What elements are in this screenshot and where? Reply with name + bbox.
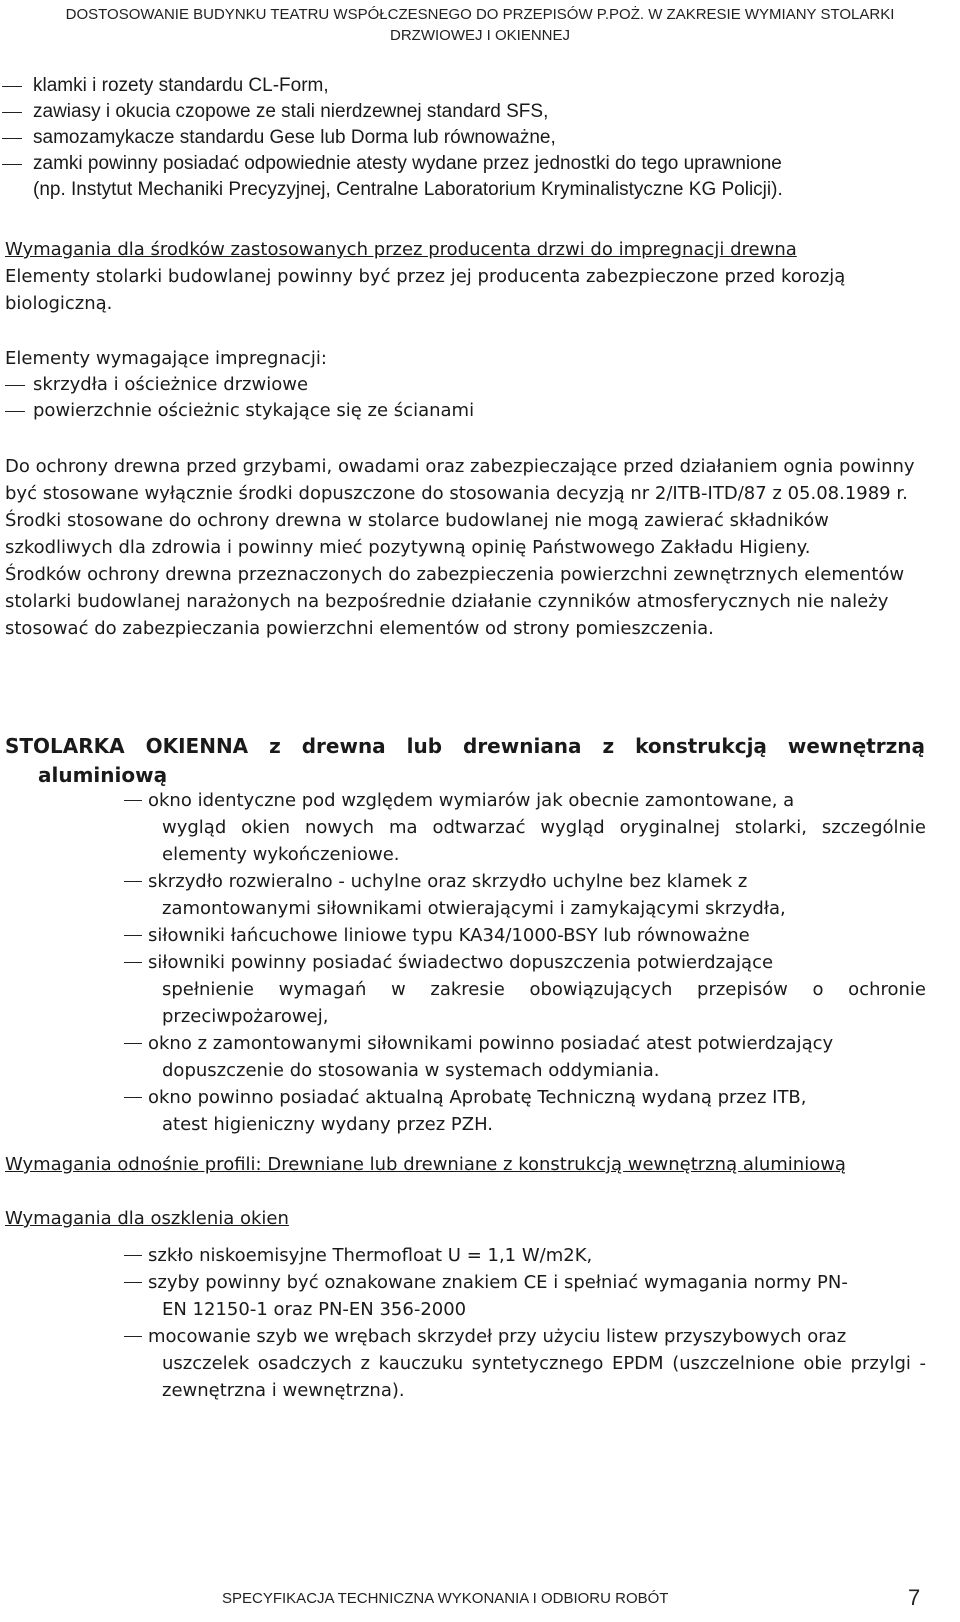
protection-paragraph-3: Środków ochrony drewna przeznaczonych do zabezpieczenia powierzchni zewnętrznych elementów stolarki budowlanej narażonych na bezpośrednie działanie czynników atmosferycznych nie należy stosować do zabezpieczania powierzchni elementów od strony pomieszczenia. (5, 564, 905, 639)
header-line-1: DOSTOSOWANIE BUDYNKU TEATRU WSPÓŁCZESNEGO DO PRZEPISÓW P.POŻ. W ZAKRESIE WYMIANY STOLARKI (65, 6, 895, 23)
item-first-line: okno z zamontowanymi siłownikami powinno posiadać atest potwierdzający (148, 1033, 834, 1054)
list-item (124, 1242, 926, 1269)
item-continuation: wygląd okien nowych ma odtwarzać wygląd oryginalnej stolarki, szczególnie elementy wykończeniowe. (162, 817, 926, 865)
page-footer: SPECYFIKACJA TECHNICZNA WYKONANIA I ODBIORU ROBÓT (222, 1590, 669, 1607)
item-continuation: atest higieniczny wydany przez PZH. (162, 1114, 494, 1135)
window-section-title: STOLARKA OKIENNA z drewna lub drewniana z konstrukcją wewnętrzną (5, 734, 925, 758)
protection-paragraph-1: Do ochrony drewna przed grzybami, owadami oraz zabezpieczające przed działaniem ognia powinny być stosowane wyłącznie środki dopuszczone do stosowania decyzją nr 2/ITB-ITD/87 z 05.08.1989 r. (5, 456, 915, 504)
window-section-title-cont: aluminiową (38, 763, 168, 787)
impregnation-section (5, 236, 930, 317)
list-item (124, 787, 926, 868)
impregnation-body: Elementy stolarki budowlanej powinny być przez jej producenta zabezpieczone przed korozją biologiczną. (5, 266, 846, 314)
list-item: powierzchnie ościeżnic stykające się ze ścianami (5, 398, 474, 424)
header-line-2: DRZWIOWEJ I OKIENNEJ (390, 27, 570, 44)
list-item-continuation: (np. Instytut Mechaniki Precyzyjnej, Centralne Laboratorium Kryminalistyczne KG Policji). (33, 179, 783, 200)
protection-paragraph-2: Środki stosowane do ochrony drewna w stolarce budowlanej nie mogą zawierać składników szkodliwych dla zdrowia i powinny mieć pozytywną opinię Państwowego Zakładu Higieny. (5, 510, 829, 558)
profiles-requirements: Wymagania odnośnie profili: Drewniane lub drewniane z konstrukcją wewnętrzną aluminiową (5, 1154, 846, 1175)
list-item (124, 1269, 926, 1323)
elements-list (5, 372, 474, 424)
list-item (124, 1030, 926, 1084)
item-first-line: siłowniki łańcuchowe liniowe typu KA34/1000-BSY lub równoważne (148, 925, 750, 946)
item-continuation: uszczelek osadczych z kauczuku syntetycznego EPDM (uszczelnione obie przylgi - zewnętrzna i wewnętrzna). (162, 1353, 926, 1401)
item-continuation: dopuszczenie do stosowania w systemach oddymiania. (162, 1060, 660, 1081)
protection-section (5, 453, 930, 642)
list-item (124, 868, 926, 922)
item-first-line: siłowniki powinny posiadać świadectwo dopuszczenia potwierdzające (148, 952, 774, 973)
item-first-line: mocowanie szyb we wrębach skrzydeł przy użyciu listew przyszybowych oraz (148, 1326, 847, 1347)
glazing-list (124, 1242, 926, 1404)
page-header (0, 4, 960, 46)
item-first-line: szkło niskoemisyjne Thermofloat U = 1,1 W/m2K, (148, 1245, 593, 1266)
item-continuation: zamontowanymi siłownikami otwierającymi i zamykającymi skrzydła, (162, 898, 786, 919)
glazing-heading: Wymagania dla oszklenia okien (5, 1208, 289, 1229)
list-item: klamki i rozety standardu CL-Form, (0, 73, 940, 99)
list-item (124, 922, 926, 949)
list-item: zamki powinny posiadać odpowiednie atesty wydane przez jednostki do tego uprawnione (0, 151, 940, 177)
item-first-line: okno powinno posiadać aktualną Aprobatę Techniczną wydaną przez ITB, (148, 1087, 807, 1108)
impregnation-heading: Wymagania dla środków zastosowanych przez producenta drzwi do impregnacji drewna (5, 239, 797, 260)
list-item (124, 949, 926, 1030)
item-first-line: skrzydło rozwieralno - uchylne oraz skrzydło uchylne bez klamek z (148, 871, 748, 892)
elements-intro: Elementy wymagające impregnacji: (5, 348, 327, 369)
window-requirements-list (124, 787, 926, 1138)
list-item: zawiasy i okucia czopowe ze stali nierdzewnej standard SFS, (0, 99, 940, 125)
item-continuation: spełnienie wymagań w zakresie obowiązujących przepisów o ochronie przeciwpożarowej, (162, 979, 926, 1027)
list-item: samozamykacze standardu Gese lub Dorma lub równoważne, (0, 125, 940, 151)
item-first-line: okno identyczne pod względem wymiarów jak obecnie zamontowane, a (148, 790, 795, 811)
hardware-list (0, 73, 940, 203)
item-continuation: EN 12150-1 oraz PN-EN 356-2000 (162, 1299, 467, 1320)
page-number: 7 (908, 1585, 921, 1610)
list-item (124, 1323, 926, 1404)
item-first-line: szyby powinny być oznakowane znakiem CE i spełniać wymagania normy PN- (148, 1272, 848, 1293)
list-item: skrzydła i ościeżnice drzwiowe (5, 372, 474, 398)
list-item (124, 1084, 926, 1138)
